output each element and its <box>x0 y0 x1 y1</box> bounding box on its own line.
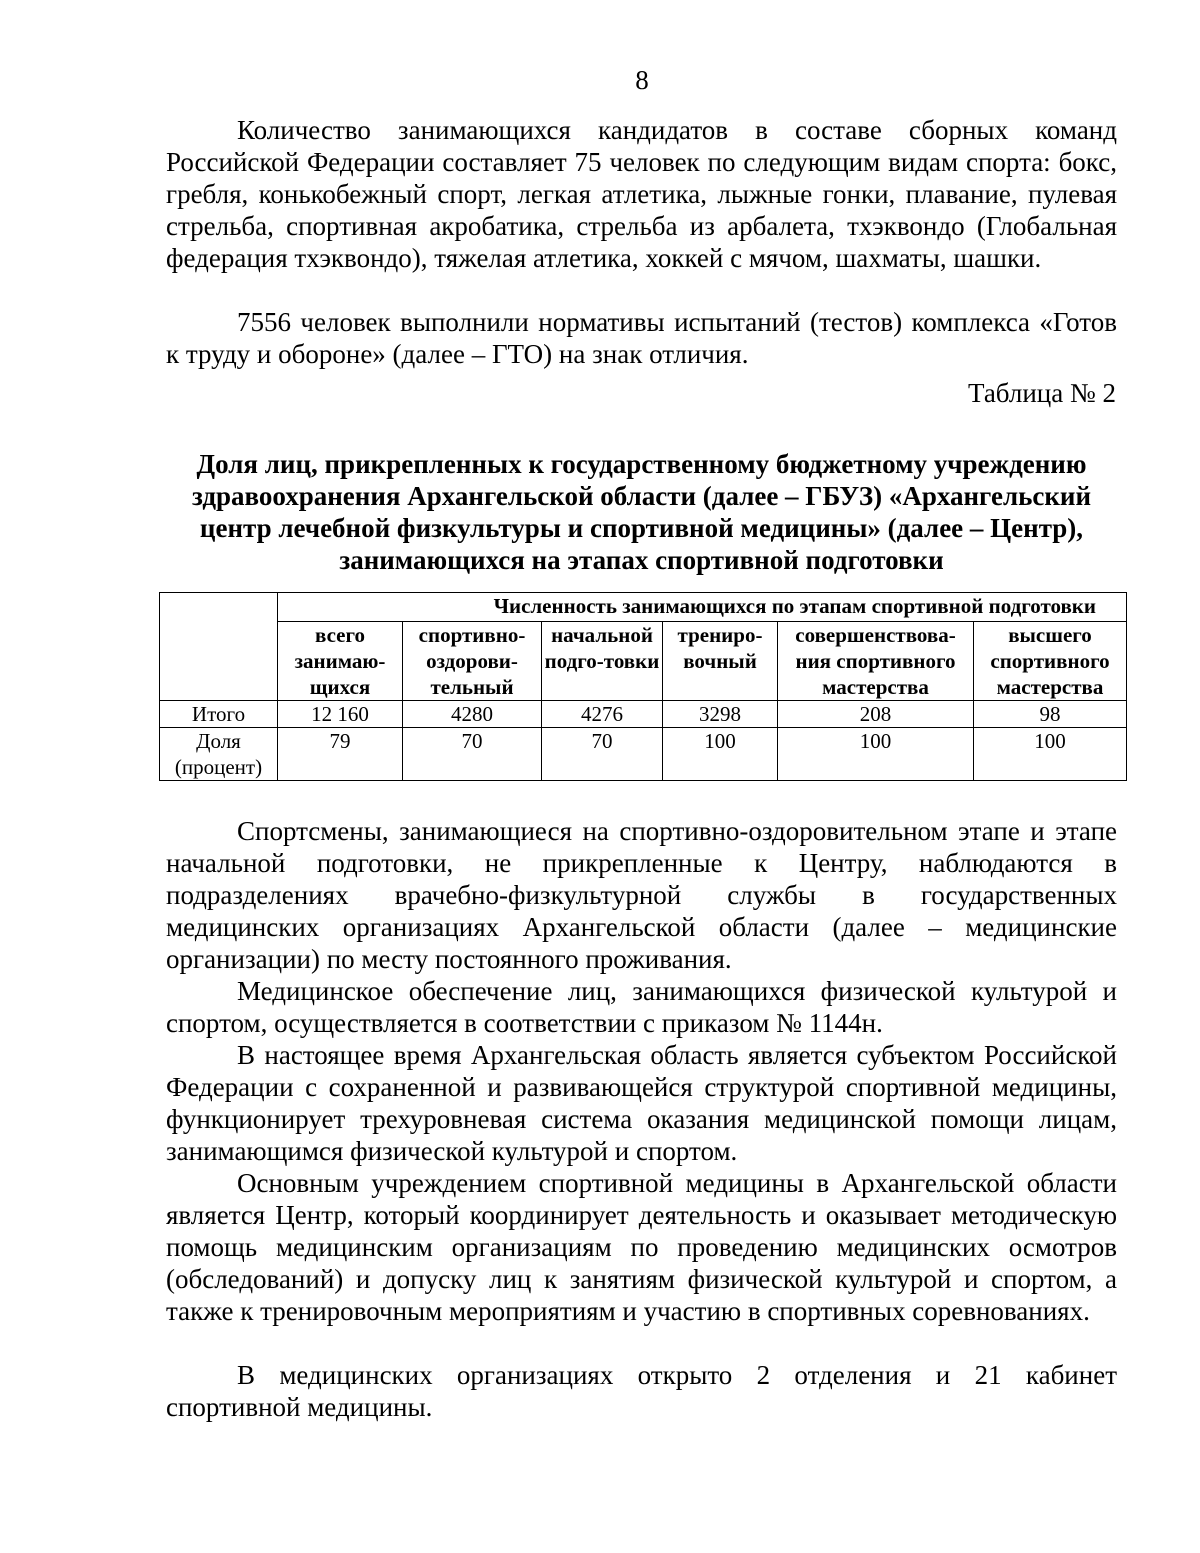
paragraph-gto: 7556 человек выполнили нормативы испытаний (тестов) комплекса «Готов к труду и обороне» (далее – ГТО) на знак отличия. <box>166 307 1117 369</box>
page-number: 8 <box>635 65 649 95</box>
table-cell: 98 <box>974 701 1127 728</box>
table-cell: 70 <box>403 728 542 781</box>
table-title: Доля лиц, прикрепленных к государственному бюджетному учреждению здравоохранения Архангельской области (далее – ГБУЗ) «Архангельский центр лечебной физкультуры и спортивной медицины» (далее – Центр), занимающихся на этапах спортивной подготовки <box>191 449 1092 575</box>
paragraph-departments: В медицинских организациях открыто 2 отделения и 21 кабинет спортивной медицины. <box>166 1360 1117 1422</box>
row-label: Итого <box>160 701 278 728</box>
table-column-header-row <box>160 622 1127 701</box>
table-corner-cell <box>160 593 278 701</box>
column-header: начальной подго-товки <box>542 622 663 701</box>
table-label: Таблица № 2 <box>968 378 1116 408</box>
table-cell: 4280 <box>403 701 542 728</box>
table-cell: 70 <box>542 728 663 781</box>
paragraph-region-structure: В настоящее время Архангельская область является субъектом Российской Федерации с сохраненной и развивающейся структурой спортивной медицины, функционирует трехуровневая система оказания медицинской помощи лицам, занимающимся физической культурой и спортом. <box>166 1040 1117 1166</box>
table-cell: 12 160 <box>278 701 403 728</box>
column-header: высшего спортивного мастерства <box>974 622 1127 701</box>
table-row <box>160 728 1127 781</box>
statistics-table <box>159 592 1127 781</box>
table-group-header: Численность занимающихся по этапам спортивной подготовки <box>278 593 1127 622</box>
paragraph-candidates: Количество занимающихся кандидатов в составе сборных команд Российской Федерации составляет 75 человек по следующим видам спорта: бокс, гребля, конькобежный спорт, легкая атлетика, лыжные гонки, плавание, пулевая стрельба, спортивная акробатика, стрельба из арбалета, тхэквондо (Глобальная федерация тхэквондо), тяжелая атлетика, хоккей с мячом, шахматы, шашки. <box>166 115 1117 273</box>
column-header: спортивно-оздорови-тельный <box>403 622 542 701</box>
paragraph-main-institution: Основным учреждением спортивной медицины в Архангельской области является Центр, который координирует деятельность и оказывает методическую помощь медицинским организациям по проведению медицинских осмотров (обследований) и допуску лиц к занятиям физической культурой и спортом, а также к тренировочным мероприятиям и участию в спортивных соревнованиях. <box>166 1168 1117 1326</box>
paragraph-medical-support: Медицинское обеспечение лиц, занимающихся физической культурой и спортом, осуществляется в соответствии с приказом № 1144н. <box>166 976 1117 1038</box>
column-header: совершенствова-ния спортивного мастерства <box>778 622 974 701</box>
table-cell: 3298 <box>663 701 778 728</box>
table-cell: 4276 <box>542 701 663 728</box>
table-group-header-row <box>160 593 1127 622</box>
table-row <box>160 701 1127 728</box>
row-label: Доля (процент) <box>160 728 278 781</box>
column-header: трениро-вочный <box>663 622 778 701</box>
table-cell: 100 <box>778 728 974 781</box>
table-cell: 79 <box>278 728 403 781</box>
table-cell: 100 <box>663 728 778 781</box>
column-header: всего занимаю-щихся <box>278 622 403 701</box>
table-cell: 208 <box>778 701 974 728</box>
paragraph-athletes: Спортсмены, занимающиеся на спортивно-оздоровительном этапе и этапе начальной подготовки, не прикрепленные к Центру, наблюдаются в подразделениях врачебно-физкультурной службы в государственных медицинских организациях Архангельской области (далее – медицинские организации) по месту постоянного проживания. <box>166 816 1117 974</box>
table-cell: 100 <box>974 728 1127 781</box>
